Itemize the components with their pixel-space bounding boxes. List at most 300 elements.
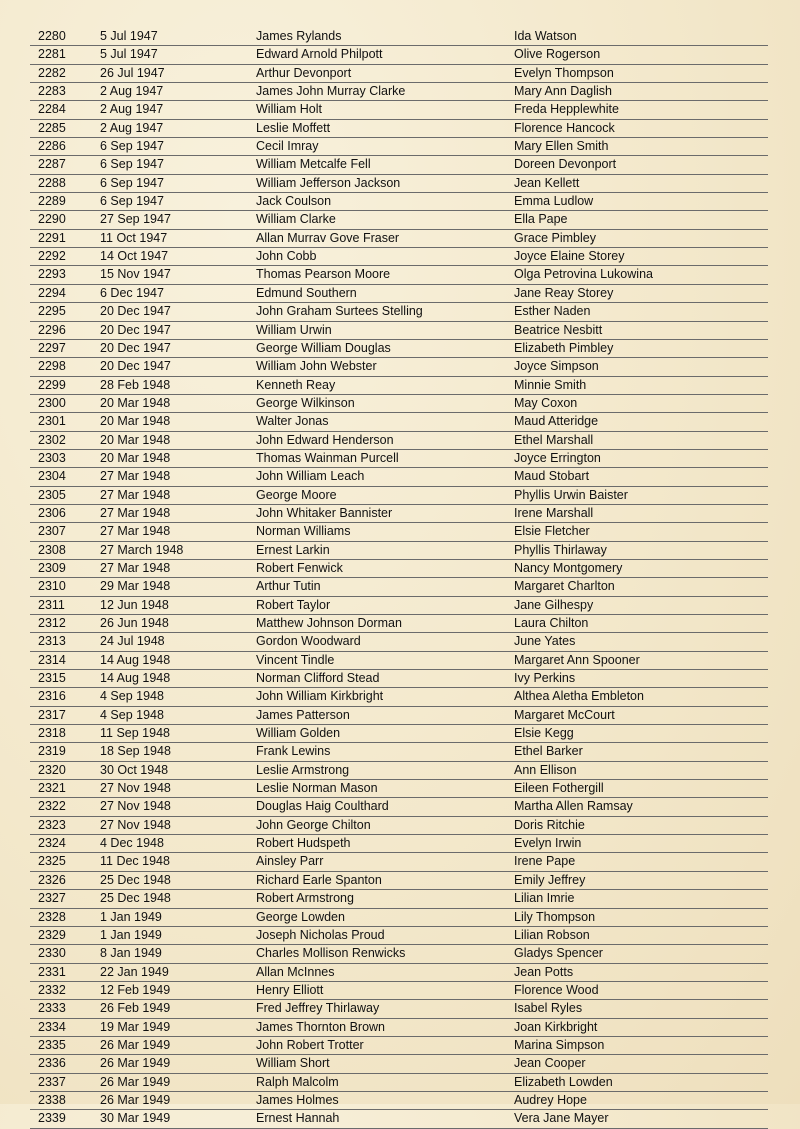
table-row (30, 945, 768, 963)
groom-name: Robert Hudspeth (256, 836, 351, 851)
table-row (30, 560, 768, 578)
table-row (30, 156, 768, 174)
groom-name: William Holt (256, 102, 322, 117)
bride-name: Ida Watson (514, 29, 577, 43)
marriage-date: 11 Oct 1947 (100, 230, 168, 245)
entry-number: 2289 (38, 194, 66, 209)
groom-name: Arthur Devonport (256, 65, 352, 80)
marriage-date: 14 Oct 1947 (100, 249, 169, 264)
groom-name: Ernest Hannah (256, 1111, 340, 1126)
entry-number: 2290 (38, 212, 66, 227)
groom-name: William Clarke (256, 212, 336, 227)
marriage-date: 2 Aug 1947 (100, 84, 164, 99)
entry-number: 2333 (38, 1001, 66, 1016)
marriage-date: 2 Aug 1947 (100, 102, 164, 117)
entry-number: 2287 (38, 157, 66, 172)
table-row (30, 1055, 768, 1073)
entry-number: 2313 (38, 634, 66, 649)
entry-number: 2307 (38, 524, 66, 539)
groom-name: Joseph Nicholas Proud (256, 927, 385, 942)
groom-name: Cecil Imray (256, 139, 319, 154)
entry-number: 2327 (38, 891, 66, 906)
table-row (30, 725, 768, 743)
entry-number: 2330 (38, 946, 66, 961)
marriage-date: 27 Mar 1948 (100, 505, 171, 520)
marriage-date: 27 Nov 1948 (100, 799, 171, 814)
bride-name: Irene Marshall (514, 505, 594, 520)
groom-name: William John Webster (256, 359, 377, 374)
marriage-date: 6 Sep 1947 (100, 139, 164, 154)
bride-name: Irene Pape (514, 854, 576, 869)
bride-name: Emma Ludlow (514, 194, 594, 209)
table-row (30, 707, 768, 725)
bride-name: Freda Hepplewhite (514, 102, 619, 117)
table-row (30, 1092, 768, 1110)
marriage-date: 27 March 1948 (100, 542, 184, 557)
entry-number: 2322 (38, 799, 66, 814)
marriage-date: 26 Mar 1949 (100, 1056, 171, 1071)
bride-name: Doris Ritchie (514, 817, 585, 832)
marriage-date: 1 Jan 1949 (100, 927, 162, 942)
entry-number: 2339 (38, 1111, 66, 1126)
table-row (30, 211, 768, 229)
table-row (30, 46, 768, 64)
bride-name: Joyce Elaine Storey (514, 249, 625, 264)
bride-name: Margaret McCourt (514, 707, 615, 722)
entry-number: 2311 (38, 597, 65, 612)
table-row (30, 266, 768, 284)
entry-number: 2303 (38, 450, 66, 465)
marriage-date: 12 Jun 1948 (100, 597, 169, 612)
marriage-date: 26 Jul 1947 (100, 65, 165, 80)
groom-name: Robert Armstrong (256, 891, 354, 906)
bride-name: Florence Hancock (514, 120, 615, 135)
bride-name: Martha Allen Ramsay (514, 799, 633, 814)
entry-number: 2293 (38, 267, 66, 282)
marriage-date: 27 Sep 1947 (100, 212, 171, 227)
groom-name: Norman Williams (256, 524, 351, 539)
marriage-date: 27 Nov 1948 (100, 817, 171, 832)
groom-name: George Moore (256, 487, 337, 502)
bride-name: Jean Potts (514, 964, 574, 979)
groom-name: George Wilkinson (256, 395, 355, 410)
entry-number: 2281 (38, 47, 66, 62)
entry-number: 2284 (38, 102, 66, 117)
bride-name: Olive Rogerson (514, 47, 601, 62)
entry-number: 2300 (38, 395, 66, 410)
groom-name: William Jefferson Jackson (256, 175, 401, 190)
groom-name: Walter Jonas (256, 414, 329, 429)
bride-name: Maud Stobart (514, 469, 590, 484)
entry-number: 2297 (38, 340, 66, 355)
bride-name: Jean Kellett (514, 175, 580, 190)
table-row (30, 1110, 768, 1128)
entry-number: 2329 (38, 927, 66, 942)
table-row (30, 964, 768, 982)
marriage-date: 24 Jul 1948 (100, 634, 165, 649)
entry-number: 2295 (38, 304, 66, 319)
marriage-date: 15 Nov 1947 (100, 267, 171, 282)
table-row (30, 303, 768, 321)
entry-number: 2331 (38, 964, 66, 979)
table-row (30, 523, 768, 541)
bride-name: Jean Cooper (514, 1056, 586, 1071)
bride-name: Mary Ellen Smith (514, 139, 609, 154)
marriage-date: 19 Mar 1949 (100, 1019, 171, 1034)
groom-name: William Metcalfe Fell (256, 157, 371, 172)
table-row (30, 322, 768, 340)
groom-name: Ralph Malcolm (256, 1074, 339, 1089)
marriage-date: 11 Sep 1948 (100, 726, 170, 741)
marriage-date: 25 Dec 1948 (100, 872, 171, 887)
bride-name: Grace Pimbley (514, 230, 596, 245)
marriage-date: 4 Sep 1948 (100, 707, 164, 722)
bride-name: Minnie Smith (514, 377, 587, 392)
marriage-date: 26 Mar 1949 (100, 1037, 171, 1052)
marriage-date: 1 Jan 1949 (100, 909, 162, 924)
marriage-date: 6 Sep 1947 (100, 194, 164, 209)
groom-name: Douglas Haig Coulthard (256, 799, 389, 814)
marriage-date: 4 Dec 1948 (100, 836, 164, 851)
entry-number: 2288 (38, 175, 66, 190)
groom-name: Leslie Norman Mason (256, 781, 378, 796)
marriage-date: 20 Dec 1947 (100, 359, 171, 374)
entry-number: 2310 (38, 579, 66, 594)
marriage-register-table (30, 28, 768, 1129)
entry-number: 2325 (38, 854, 66, 869)
entry-number: 2283 (38, 84, 66, 99)
groom-name: Kenneth Reay (256, 377, 336, 392)
bride-name: Elsie Kegg (514, 726, 574, 741)
table-row (30, 505, 768, 523)
entry-number: 2285 (38, 120, 66, 135)
table-row (30, 83, 768, 101)
entry-number: 2309 (38, 560, 66, 575)
table-row (30, 358, 768, 376)
marriage-date: 26 Mar 1949 (100, 1074, 171, 1089)
groom-name: Leslie Armstrong (256, 762, 350, 777)
groom-name: James John Murray Clarke (256, 84, 406, 99)
bride-name: Joyce Simpson (514, 359, 599, 374)
entry-number: 2291 (38, 230, 66, 245)
groom-name: Allan McInnes (256, 964, 335, 979)
table-row (30, 633, 768, 651)
entry-number: 2315 (38, 671, 66, 686)
bride-name: Florence Wood (514, 982, 599, 997)
table-row (30, 248, 768, 266)
groom-name: William Short (256, 1056, 330, 1071)
bride-name: Olga Petrovina Lukowina (514, 267, 653, 282)
table-row (30, 542, 768, 560)
marriage-date: 27 Nov 1948 (100, 781, 171, 796)
bride-name: Ella Pape (514, 212, 568, 227)
bride-name: Margaret Charlton (514, 579, 615, 594)
groom-name: Robert Taylor (256, 597, 331, 612)
groom-name: Jack Coulson (256, 194, 332, 209)
marriage-date: 29 Mar 1948 (100, 579, 171, 594)
marriage-date: 4 Sep 1948 (100, 689, 164, 704)
entry-number: 2319 (38, 744, 66, 759)
groom-name: John William Kirkbright (256, 689, 384, 704)
entry-number: 2337 (38, 1074, 66, 1089)
bride-name: May Coxon (514, 395, 578, 410)
entry-number: 2299 (38, 377, 66, 392)
groom-name: Frank Lewins (256, 744, 331, 759)
bride-name: Ethel Barker (514, 744, 583, 759)
groom-name: James Rylands (256, 29, 342, 43)
marriage-date: 27 Mar 1948 (100, 560, 171, 575)
groom-name: Ernest Larkin (256, 542, 330, 557)
marriage-date: 5 Jul 1947 (100, 29, 158, 43)
marriage-date: 5 Jul 1947 (100, 47, 158, 62)
bride-name: June Yates (514, 634, 576, 649)
table-row (30, 432, 768, 450)
bride-name: Elizabeth Pimbley (514, 340, 614, 355)
bride-name: Lilian Robson (514, 927, 590, 942)
marriage-date: 20 Dec 1947 (100, 340, 171, 355)
bride-name: Phyllis Thirlaway (514, 542, 607, 557)
entry-number: 2302 (38, 432, 66, 447)
bride-name: Nancy Montgomery (514, 560, 623, 575)
table-row (30, 120, 768, 138)
entry-number: 2317 (38, 707, 66, 722)
groom-name: Thomas Pearson Moore (256, 267, 391, 282)
groom-name: Henry Elliott (256, 982, 324, 997)
groom-name: John Cobb (256, 249, 317, 264)
table-row (30, 65, 768, 83)
table-row (30, 1074, 768, 1092)
groom-name: John William Leach (256, 469, 365, 484)
table-row (30, 285, 768, 303)
table-row (30, 688, 768, 706)
bride-name: Doreen Devonport (514, 157, 617, 172)
bride-name: Marina Simpson (514, 1037, 605, 1052)
table-row (30, 927, 768, 945)
entry-number: 2338 (38, 1092, 66, 1107)
marriage-date: 18 Sep 1948 (100, 744, 171, 759)
groom-name: John Whitaker Bannister (256, 505, 393, 520)
groom-name: Arthur Tutin (256, 579, 321, 594)
marriage-date: 6 Sep 1947 (100, 175, 164, 190)
groom-name: Leslie Moffett (256, 120, 331, 135)
table-row (30, 817, 768, 835)
marriage-date: 27 Mar 1948 (100, 487, 171, 502)
bride-name: Jane Reay Storey (514, 285, 614, 300)
marriage-date: 22 Jan 1949 (100, 964, 169, 979)
table-row (30, 835, 768, 853)
entry-number: 2301 (38, 414, 66, 429)
bride-name: Elsie Fletcher (514, 524, 590, 539)
entry-number: 2316 (38, 689, 66, 704)
entry-number: 2336 (38, 1056, 66, 1071)
marriage-date: 26 Mar 1949 (100, 1092, 171, 1107)
groom-name: James Thornton Brown (256, 1019, 385, 1034)
marriage-date: 30 Oct 1948 (100, 762, 169, 777)
entry-number: 2312 (38, 616, 66, 630)
marriage-date: 11 Dec 1948 (100, 854, 170, 869)
entry-number: 2294 (38, 285, 66, 300)
groom-name: Allan Murrav Gove Fraser (256, 230, 400, 245)
entry-number: 2326 (38, 872, 66, 887)
bride-name: Ethel Marshall (514, 432, 594, 447)
marriage-date: 12 Feb 1949 (100, 982, 171, 997)
table-row (30, 652, 768, 670)
marriage-date: 14 Aug 1948 (100, 652, 171, 667)
table-row (30, 597, 768, 615)
entry-number: 2318 (38, 726, 66, 741)
entry-number: 2308 (38, 542, 66, 557)
groom-name: Vincent Tindle (256, 652, 335, 667)
bride-name: Althea Aletha Embleton (514, 689, 644, 704)
marriage-date: 20 Mar 1948 (100, 450, 171, 465)
bride-name: Evelyn Thompson (514, 65, 614, 80)
groom-name: John Robert Trotter (256, 1037, 364, 1052)
marriage-date: 20 Mar 1948 (100, 414, 171, 429)
groom-name: George Lowden (256, 909, 345, 924)
table-row (30, 615, 768, 633)
groom-name: Fred Jeffrey Thirlaway (256, 1001, 380, 1016)
table-row (30, 1037, 768, 1055)
bride-name: Eileen Fothergill (514, 781, 604, 796)
bride-name: Ivy Perkins (514, 671, 576, 686)
bride-name: Mary Ann Daglish (514, 84, 612, 99)
entry-number: 2324 (38, 836, 66, 851)
marriage-date: 20 Dec 1947 (100, 304, 171, 319)
groom-name: Norman Clifford Stead (256, 671, 380, 686)
marriage-date: 27 Mar 1948 (100, 469, 171, 484)
entry-number: 2323 (38, 817, 66, 832)
table-row (30, 450, 768, 468)
entry-number: 2314 (38, 652, 66, 667)
bride-name: Joyce Errington (514, 450, 601, 465)
marriage-date: 14 Aug 1948 (100, 671, 171, 686)
bride-name: Margaret Ann Spooner (514, 652, 640, 667)
bride-name: Vera Jane Mayer (514, 1111, 609, 1126)
entry-number: 2282 (38, 65, 66, 80)
bride-name: Phyllis Urwin Baister (514, 487, 628, 502)
groom-name: Gordon Woodward (256, 634, 361, 649)
table-row (30, 890, 768, 908)
entry-number: 2298 (38, 359, 66, 374)
table-row (30, 762, 768, 780)
marriage-date: 26 Feb 1949 (100, 1001, 171, 1016)
bride-name: Audrey Hope (514, 1092, 587, 1107)
entry-number: 2332 (38, 982, 66, 997)
groom-name: John Graham Surtees Stelling (256, 304, 423, 319)
marriage-date: 28 Feb 1948 (100, 377, 171, 392)
table-row (30, 413, 768, 431)
groom-name: Charles Mollison Renwicks (256, 946, 406, 961)
table-row (30, 175, 768, 193)
table-row (30, 101, 768, 119)
bride-name: Elizabeth Lowden (514, 1074, 613, 1089)
table-row (30, 1019, 768, 1037)
groom-name: Thomas Wainman Purcell (256, 450, 399, 465)
groom-name: Matthew Johnson Dorman (256, 616, 402, 630)
marriage-date: 30 Mar 1949 (100, 1111, 171, 1126)
marriage-date: 26 Jun 1948 (100, 616, 169, 630)
marriage-date: 25 Dec 1948 (100, 891, 171, 906)
table-row (30, 909, 768, 927)
bride-name: Beatrice Nesbitt (514, 322, 603, 337)
groom-name: James Holmes (256, 1092, 339, 1107)
marriage-date: 20 Mar 1948 (100, 395, 171, 410)
bride-name: Isabel Ryles (514, 1001, 583, 1016)
groom-name: Edward Arnold Philpott (256, 47, 383, 62)
table-row (30, 982, 768, 1000)
table-row (30, 798, 768, 816)
marriage-date: 6 Dec 1947 (100, 285, 164, 300)
table-row (30, 578, 768, 596)
table-row (30, 340, 768, 358)
entry-number: 2286 (38, 139, 66, 154)
table-row (30, 487, 768, 505)
entry-number: 2292 (38, 249, 66, 264)
entry-number: 2305 (38, 487, 66, 502)
groom-name: William Urwin (256, 322, 332, 337)
groom-name: William Golden (256, 726, 341, 741)
table-row (30, 780, 768, 798)
entry-number: 2320 (38, 762, 66, 777)
bride-name: Lily Thompson (514, 909, 596, 924)
bride-name: Ann Ellison (514, 762, 577, 777)
entry-number: 2306 (38, 505, 66, 520)
bride-name: Joan Kirkbright (514, 1019, 598, 1034)
bride-name: Lilian Imrie (514, 891, 575, 906)
marriage-date: 6 Sep 1947 (100, 157, 164, 172)
entry-number: 2321 (38, 781, 66, 796)
entry-number: 2328 (38, 909, 66, 924)
entry-number: 2304 (38, 469, 66, 484)
table-row (30, 1000, 768, 1018)
marriage-date: 20 Mar 1948 (100, 432, 171, 447)
groom-name: James Patterson (256, 707, 350, 722)
groom-name: Ainsley Parr (256, 854, 324, 869)
entry-number: 2296 (38, 322, 66, 337)
table-row (30, 872, 768, 890)
table-row (30, 28, 768, 46)
entry-number: 2334 (38, 1019, 66, 1034)
groom-name: Richard Earle Spanton (256, 872, 382, 887)
groom-name: John George Chilton (256, 817, 371, 832)
bride-name: Esther Naden (514, 304, 591, 319)
bride-name: Emily Jeffrey (514, 872, 586, 887)
marriage-date: 20 Dec 1947 (100, 322, 171, 337)
bride-name: Laura Chilton (514, 616, 589, 630)
bride-name: Evelyn Irwin (514, 836, 582, 851)
table-row (30, 377, 768, 395)
entry-number: 2280 (38, 29, 66, 43)
groom-name: George William Douglas (256, 340, 391, 355)
groom-name: John Edward Henderson (256, 432, 394, 447)
table-row (30, 468, 768, 486)
table-row (30, 743, 768, 761)
table-row (30, 193, 768, 211)
marriage-date: 2 Aug 1947 (100, 120, 164, 135)
bride-name: Jane Gilhespy (514, 597, 594, 612)
groom-name: Edmund Southern (256, 285, 357, 300)
bride-name: Maud Atteridge (514, 414, 599, 429)
bride-name: Gladys Spencer (514, 946, 603, 961)
table-row (30, 138, 768, 156)
marriage-date: 27 Mar 1948 (100, 524, 171, 539)
entry-number: 2335 (38, 1037, 66, 1052)
table-row (30, 395, 768, 413)
table-row (30, 230, 768, 248)
groom-name: Robert Fenwick (256, 560, 343, 575)
marriage-date: 8 Jan 1949 (100, 946, 162, 961)
table-row (30, 670, 768, 688)
